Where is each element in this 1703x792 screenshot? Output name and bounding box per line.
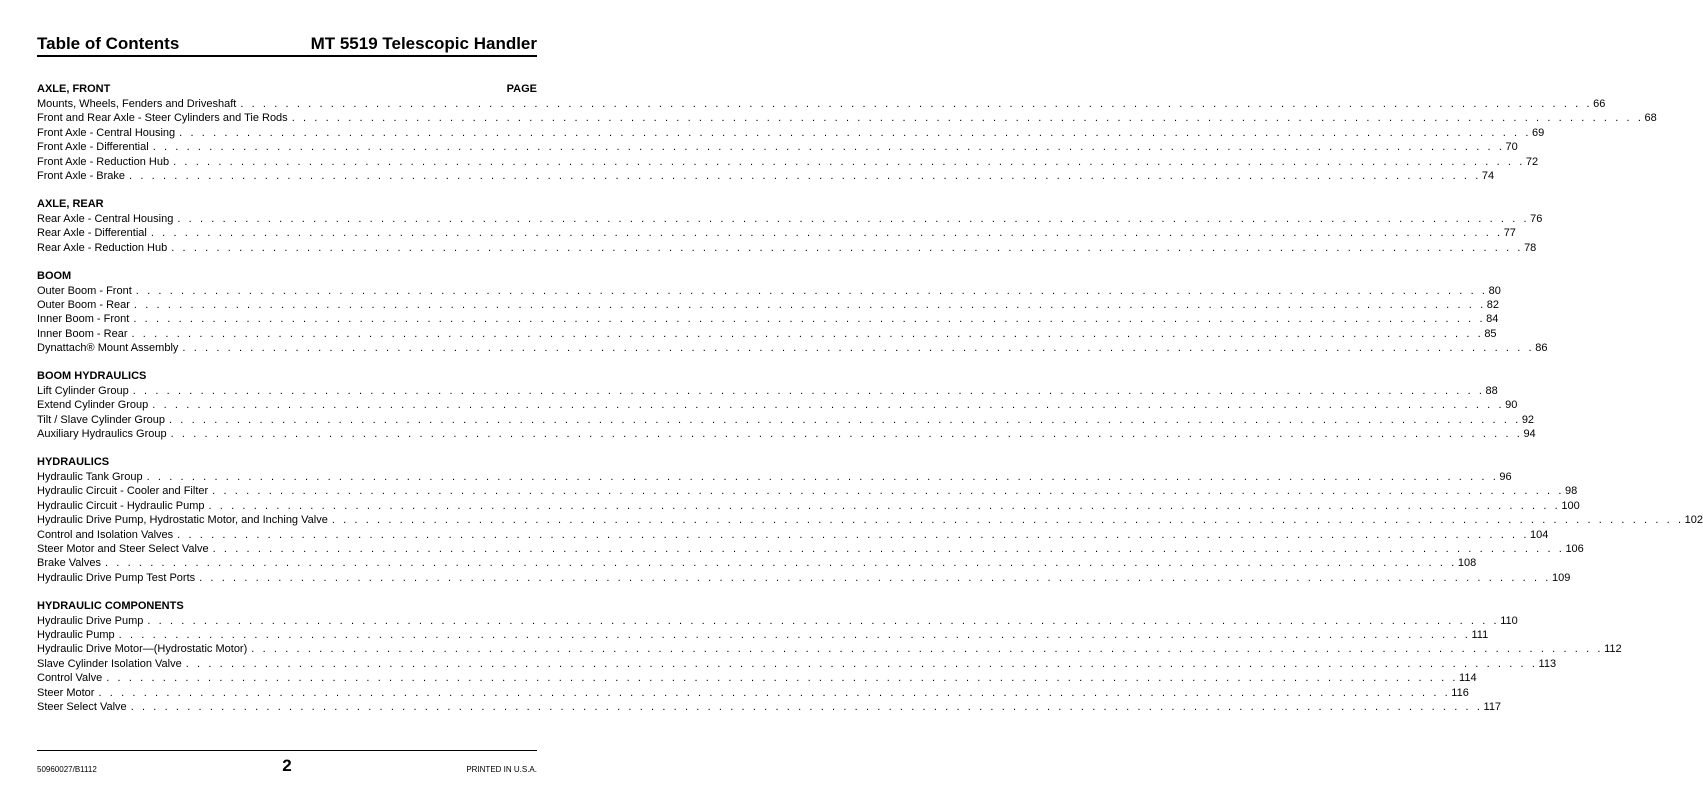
entry-page: 90 bbox=[1505, 399, 1518, 412]
entry-title: Slave Cylinder Isolation Valve bbox=[37, 657, 182, 670]
dot-leader: . . . . . . . . . . . . . . . . . . . . . . . . . . . . . . . . . . . . . . . . . . . . . . . . . . . . . . . . . . . . . . . . . . . . . . . . . . . . . . . . . . . . . . . . . . . . . . . . . . . . . . . . . . . . . . . . . . . . . . . . bbox=[331, 514, 1684, 527]
entry-page: 68 bbox=[1644, 112, 1657, 125]
toc-section bbox=[37, 455, 1703, 585]
section-title: AXLE, REAR bbox=[37, 197, 104, 210]
toc-entry[interactable] bbox=[37, 284, 1501, 298]
entry-page: 80 bbox=[1488, 284, 1501, 297]
entry-page: 113 bbox=[1538, 657, 1557, 670]
toc-entry[interactable] bbox=[37, 470, 1512, 484]
page-footer bbox=[37, 750, 537, 781]
entry-page: 70 bbox=[1505, 141, 1518, 154]
entry-page: 114 bbox=[1459, 672, 1477, 685]
toc-entry[interactable] bbox=[37, 169, 1495, 183]
dot-leader: . . . . . . . . . . . . . . . . . . . . . . . . . . . . . . . . . . . . . . . . . . . . . . . . . . . . . . . . . . . . . . . . . . . . . . . . . . . . . . . . . . . . . . . . . . . . . . . . . . . . . . . . . . . . . . . . . . . . . . . . bbox=[106, 672, 1459, 685]
entry-title: Outer Boom - Front bbox=[37, 284, 132, 297]
dot-leader: . . . . . . . . . . . . . . . . . . . . . . . . . . . . . . . . . . . . . . . . . . . . . . . . . . . . . . . . . . . . . . . . . . . . . . . . . . . . . . . . . . . . . . . . . . . . . . . . . . . . . . . . . . . . . . . . . . . . . . . . bbox=[130, 701, 1483, 713]
toc-entry[interactable] bbox=[37, 628, 1489, 642]
entry-title: Hydraulic Drive Motor—(Hydrostatic Motor) bbox=[37, 643, 248, 656]
toc-entry[interactable] bbox=[37, 111, 1657, 125]
section-title: HYDRAULIC COMPONENTS bbox=[37, 599, 184, 612]
entry-title: Rear Axle - Differential bbox=[37, 227, 147, 240]
entry-title: Control Valve bbox=[37, 672, 103, 685]
section-title: HYDRAULICS bbox=[37, 456, 110, 469]
toc-entry[interactable] bbox=[37, 212, 1543, 226]
entry-title: Front and Rear Axle - Steer Cylinders and Tie Rods bbox=[37, 112, 288, 125]
toc-entry[interactable] bbox=[37, 484, 1578, 498]
toc-entry[interactable] bbox=[37, 700, 1502, 714]
toc-entry[interactable] bbox=[37, 298, 1499, 312]
toc-entry[interactable] bbox=[37, 542, 1584, 556]
dot-leader: . . . . . . . . . . . . . . . . . . . . . . . . . . . . . . . . . . . . . . . . . . . . . . . . . . . . . . . . . . . . . . . . . . . . . . . . . . . . . . . . . . . . . . . . . . . . . . . . . . . . . . . . . . . . . . . . . . . . . . . . bbox=[179, 126, 1531, 139]
dot-leader: . . . . . . . . . . . . . . . . . . . . . . . . . . . . . . . . . . . . . . . . . . . . . . . . . . . . . . . . . . . . . . . . . . . . . . . . . . . . . . . . . . . . . . . . . . . . . . . . . . . . . . . . . . . . . . . . . . . . . . . . bbox=[133, 298, 1486, 311]
entry-title: Rear Axle - Reduction Hub bbox=[37, 241, 168, 254]
dot-leader: . . . . . . . . . . . . . . . . . . . . . . . . . . . . . . . . . . . . . . . . . . . . . . . . . . . . . . . . . . . . . . . . . . . . . . . . . . . . . . . . . . . . . . . . . . . . . . . . . . . . . . . . . . . . . . . . . . . . . . . . bbox=[240, 98, 1593, 110]
entry-page: 86 bbox=[1535, 342, 1548, 355]
dot-leader: . . . . . . . . . . . . . . . . . . . . . . . . . . . . . . . . . . . . . . . . . . . . . . . . . . . . . . . . . . . . . . . . . . . . . . . . . . . . . . . . . . . . . . . . . . . . . . . . . . . . . . . . . . . . . . . . . . . . . . . . bbox=[133, 313, 1486, 326]
section-heading bbox=[37, 369, 537, 384]
entry-title: Mounts, Wheels, Fenders and Driveshaft bbox=[37, 98, 237, 110]
toc-entry[interactable] bbox=[37, 327, 1497, 341]
dot-leader: . . . . . . . . . . . . . . . . . . . . . . . . . . . . . . . . . . . . . . . . . . . . . . . . . . . . . . . . . . . . . . . . . . . . . . . . . . . . . . . . . . . . . . . . . . . . . . . . . . . . . . . . . . . . . . . . . . . . . . . . bbox=[212, 485, 1564, 498]
dot-leader: . . . . . . . . . . . . . . . . . . . . . . . . . . . . . . . . . . . . . . . . . . . . . . . . . . . . . . . . . . . . . . . . . . . . . . . . . . . . . . . . . . . . . . . . . . . . . . . . . . . . . . . . . . . . . . . . . . . . . . . . bbox=[105, 557, 1457, 570]
section-heading bbox=[37, 269, 537, 284]
toc-section bbox=[37, 82, 1657, 183]
dot-leader: . . . . . . . . . . . . . . . . . . . . . . . . . . . . . . . . . . . . . . . . . . . . . . . . . . . . . . . . . . . . . . . . . . . . . . . . . . . . . . . . . . . . . . . . . . . . . . . . . . . . . . . . . . . . . . . . . . . . . . . . bbox=[291, 112, 1644, 125]
dot-leader: . . . . . . . . . . . . . . . . . . . . . . . . . . . . . . . . . . . . . . . . . . . . . . . . . . . . . . . . . . . . . . . . . . . . . . . . . . . . . . . . . . . . . . . . . . . . . . . . . . . . . . . . . . . . . . . . . . . . . . . . bbox=[168, 413, 1521, 426]
entry-page: 84 bbox=[1486, 313, 1499, 326]
entry-page: 88 bbox=[1485, 384, 1498, 397]
toc-entry[interactable] bbox=[37, 686, 1469, 700]
printed-label: PRINTED IN U.S.A. bbox=[466, 765, 537, 774]
toc-entry[interactable] bbox=[37, 155, 1539, 169]
toc-entry[interactable] bbox=[37, 241, 1537, 255]
toc-section bbox=[37, 197, 1543, 255]
entry-title: Outer Boom - Rear bbox=[37, 298, 130, 311]
entry-page: 82 bbox=[1486, 298, 1499, 311]
entry-page: 76 bbox=[1530, 212, 1543, 225]
toc-entry[interactable] bbox=[37, 226, 1516, 240]
dot-leader: . . . . . . . . . . . . . . . . . . . . . . . . . . . . . . . . . . . . . . . . . . . . . . . . . . . . . . . . . . . . . . . . . . . . . . . . . . . . . . . . . . . . . . . . . . . . . . . . . . . . . . . . . . . . . . . . . . . . . . . . bbox=[251, 643, 1604, 656]
dot-leader: . . . . . . . . . . . . . . . . . . . . . . . . . . . . . . . . . . . . . . . . . . . . . . . . . . . . . . . . . . . . . . . . . . . . . . . . . . . . . . . . . . . . . . . . . . . . . . . . . . . . . . . . . . . . . . . . . . . . . . . . bbox=[150, 227, 1503, 240]
entry-title: Inner Boom - Rear bbox=[37, 327, 128, 340]
entry-page: 112 bbox=[1604, 643, 1622, 656]
toc-entry[interactable] bbox=[37, 126, 1545, 140]
header-title: Table of Contents bbox=[37, 34, 180, 53]
page-number: 2 bbox=[282, 756, 292, 775]
entry-title: Hydraulic Drive Pump Test Ports bbox=[37, 571, 196, 584]
dot-leader: . . . . . . . . . . . . . . . . . . . . . . . . . . . . . . . . . . . . . . . . . . . . . . . . . . . . . . . . . . . . . . . . . . . . . . . . . . . . . . . . . . . . . . . . . . . . . . . . . . . . . . . . . . . . . . . . . . . . . . . . bbox=[129, 169, 1481, 182]
entry-page: 69 bbox=[1532, 126, 1545, 139]
entry-page: 106 bbox=[1565, 542, 1584, 555]
entry-title: Front Axle - Differential bbox=[37, 141, 149, 154]
entry-page: 108 bbox=[1457, 557, 1477, 570]
toc-entry[interactable] bbox=[37, 556, 1477, 570]
entry-title: Front Axle - Central Housing bbox=[37, 126, 176, 139]
dot-leader: . . . . . . . . . . . . . . . . . . . . . . . . . . . . . . . . . . . . . . . . . . . . . . . . . . . . . . . . . . . . . . . . . . . . . . . . . . . . . . . . . . . . . . . . . . . . . . . . . . . . . . . . . . . . . . . . . . . . . . . . bbox=[182, 342, 1535, 355]
toc-entry[interactable] bbox=[37, 312, 1499, 326]
dot-leader: . . . . . . . . . . . . . . . . . . . . . . . . . . . . . . . . . . . . . . . . . . . . . . . . . . . . . . . . . . . . . . . . . . . . . . . . . . . . . . . . . . . . . . . . . . . . . . . . . . . . . . . . . . . . . . . . . . . . . . . . bbox=[147, 614, 1500, 627]
dot-leader: . . . . . . . . . . . . . . . . . . . . . . . . . . . . . . . . . . . . . . . . . . . . . . . . . . . . . . . . . . . . . . . . . . . . . . . . . . . . . . . . . . . . . . . . . . . . . . . . . . . . . . . . . . . . . . . . . . . . . . . . bbox=[118, 629, 1471, 642]
entry-title: Auxiliary Hydraulics Group bbox=[37, 428, 167, 441]
entry-page: 117 bbox=[1483, 701, 1502, 713]
dot-leader: . . . . . . . . . . . . . . . . . . . . . . . . . . . . . . . . . . . . . . . . . . . . . . . . . . . . . . . . . . . . . . . . . . . . . . . . . . . . . . . . . . . . . . . . . . . . . . . . . . . . . . . . . . . . . . . . . . . . . . . . bbox=[177, 528, 1529, 541]
section-title: BOOM bbox=[37, 269, 72, 282]
entry-page: 66 bbox=[1593, 98, 1606, 110]
entry-title: Hydraulic Drive Pump, Hydrostatic Motor, and Inching Valve bbox=[37, 514, 328, 527]
dot-leader: . . . . . . . . . . . . . . . . . . . . . . . . . . . . . . . . . . . . . . . . . . . . . . . . . . . . . . . . . . . . . . . . . . . . . . . . . . . . . . . . . . . . . . . . . . . . . . . . . . . . . . . . . . . . . . . . . . . . . . . . bbox=[152, 399, 1505, 412]
entry-page: 92 bbox=[1521, 413, 1535, 426]
toc-entry[interactable] bbox=[37, 384, 1498, 398]
entry-title: Hydraulic Drive Pump bbox=[37, 614, 144, 627]
toc-entry[interactable] bbox=[37, 642, 1622, 656]
toc-entry[interactable] bbox=[37, 614, 1518, 628]
dot-leader: . . . . . . . . . . . . . . . . . . . . . . . . . . . . . . . . . . . . . . . . . . . . . . . . . . . . . . . . . . . . . . . . . . . . . . . . . . . . . . . . . . . . . . . . . . . . . . . . . . . . . . . . . . . . . . . . . . . . . . . . bbox=[185, 657, 1538, 670]
entry-title: Inner Boom - Front bbox=[37, 313, 130, 326]
dot-leader: . . . . . . . . . . . . . . . . . . . . . . . . . . . . . . . . . . . . . . . . . . . . . . . . . . . . . . . . . . . . . . . . . . . . . . . . . . . . . . . . . . . . . . . . . . . . . . . . . . . . . . . . . . . . . . . . . . . . . . . . bbox=[152, 141, 1505, 154]
entry-title: Front Axle - Brake bbox=[37, 169, 126, 182]
entry-title: Lift Cylinder Group bbox=[37, 384, 129, 397]
page-column-label: PAGE bbox=[506, 83, 537, 95]
toc-entry[interactable] bbox=[37, 513, 1703, 527]
entry-title: Dynattach® Mount Assembly bbox=[37, 342, 179, 355]
dot-leader: . . . . . . . . . . . . . . . . . . . . . . . . . . . . . . . . . . . . . . . . . . . . . . . . . . . . . . . . . . . . . . . . . . . . . . . . . . . . . . . . . . . . . . . . . . . . . . . . . . . . . . . . . . . . . . . . . . . . . . . . bbox=[177, 212, 1530, 225]
entry-title: Hydraulic Circuit - Cooler and Filter bbox=[37, 485, 209, 498]
entry-page: 72 bbox=[1525, 155, 1539, 168]
dot-leader: . . . . . . . . . . . . . . . . . . . . . . . . . . . . . . . . . . . . . . . . . . . . . . . . . . . . . . . . . . . . . . . . . . . . . . . . . . . . . . . . . . . . . . . . . . . . . . . . . . . . . . . . . . . . . . . . . . . . . . . . bbox=[98, 686, 1451, 699]
header-product: MT 5519 Telescopic Handler bbox=[310, 34, 537, 53]
dot-leader: . . . . . . . . . . . . . . . . . . . . . . . . . . . . . . . . . . . . . . . . . . . . . . . . . . . . . . . . . . . . . . . . . . . . . . . . . . . . . . . . . . . . . . . . . . . . . . . . . . . . . . . . . . . . . . . . . . . . . . . . bbox=[132, 384, 1485, 397]
doc-number: 50960027/B1112 bbox=[37, 765, 97, 774]
toc-entry[interactable] bbox=[37, 657, 1557, 671]
dot-leader: . . . . . . . . . . . . . . . . . . . . . . . . . . . . . . . . . . . . . . . . . . . . . . . . . . . . . . . . . . . . . . . . . . . . . . . . . . . . . . . . . . . . . . . . . . . . . . . . . . . . . . . . . . . . . . . . . . . . . . . . bbox=[171, 241, 1524, 254]
dot-leader: . . . . . . . . . . . . . . . . . . . . . . . . . . . . . . . . . . . . . . . . . . . . . . . . . . . . . . . . . . . . . . . . . . . . . . . . . . . . . . . . . . . . . . . . . . . . . . . . . . . . . . . . . . . . . . . . . . . . . . . . bbox=[212, 542, 1565, 555]
toc-section bbox=[37, 269, 1548, 356]
entry-title: Extend Cylinder Group bbox=[37, 399, 149, 412]
entry-page: 96 bbox=[1499, 471, 1512, 484]
entry-page: 102 bbox=[1684, 514, 1703, 527]
entry-title: Rear Axle - Central Housing bbox=[37, 212, 174, 225]
dot-leader: . . . . . . . . . . . . . . . . . . . . . . . . . . . . . . . . . . . . . . . . . . . . . . . . . . . . . . . . . . . . . . . . . . . . . . . . . . . . . . . . . . . . . . . . . . . . . . . . . . . . . . . . . . . . . . . . . . . . . . . . bbox=[170, 428, 1523, 441]
dot-leader: . . . . . . . . . . . . . . . . . . . . . . . . . . . . . . . . . . . . . . . . . . . . . . . . . . . . . . . . . . . . . . . . . . . . . . . . . . . . . . . . . . . . . . . . . . . . . . . . . . . . . . . . . . . . . . . . . . . . . . . . bbox=[173, 155, 1525, 168]
entry-title: Hydraulic Tank Group bbox=[37, 471, 143, 484]
toc-entry[interactable] bbox=[37, 499, 1580, 513]
toc-entry[interactable] bbox=[37, 671, 1477, 685]
dot-leader: . . . . . . . . . . . . . . . . . . . . . . . . . . . . . . . . . . . . . . . . . . . . . . . . . . . . . . . . . . . . . . . . . . . . . . . . . . . . . . . . . . . . . . . . . . . . . . . . . . . . . . . . . . . . . . . . . . . . . . . . bbox=[199, 571, 1551, 584]
entry-title: Steer Motor bbox=[37, 686, 95, 699]
section-heading bbox=[37, 82, 537, 97]
toc-entry[interactable] bbox=[37, 140, 1518, 154]
toc-section bbox=[37, 369, 1536, 442]
entry-page: 110 bbox=[1500, 614, 1518, 627]
toc-section bbox=[37, 599, 1622, 715]
entry-page: 74 bbox=[1481, 169, 1495, 182]
entry-page: 111 bbox=[1471, 629, 1489, 642]
toc-entry[interactable] bbox=[37, 427, 1536, 441]
entry-page: 100 bbox=[1561, 499, 1580, 512]
entry-page: 78 bbox=[1524, 241, 1537, 254]
entry-page: 77 bbox=[1503, 227, 1516, 240]
section-title: BOOM HYDRAULICS bbox=[37, 369, 147, 382]
entry-title: Steer Motor and Steer Select Valve bbox=[37, 542, 209, 555]
dot-leader: . . . . . . . . . . . . . . . . . . . . . . . . . . . . . . . . . . . . . . . . . . . . . . . . . . . . . . . . . . . . . . . . . . . . . . . . . . . . . . . . . . . . . . . . . . . . . . . . . . . . . . . . . . . . . . . . . . . . . . . . bbox=[146, 471, 1499, 484]
toc-entry[interactable] bbox=[37, 571, 1571, 585]
section-title: AXLE, FRONT bbox=[37, 83, 111, 95]
entry-page: 85 bbox=[1484, 327, 1497, 340]
toc-entry[interactable] bbox=[37, 398, 1518, 412]
toc-entry[interactable] bbox=[37, 413, 1535, 427]
entry-page: 98 bbox=[1565, 485, 1578, 498]
dot-leader: . . . . . . . . . . . . . . . . . . . . . . . . . . . . . . . . . . . . . . . . . . . . . . . . . . . . . . . . . . . . . . . . . . . . . . . . . . . . . . . . . . . . . . . . . . . . . . . . . . . . . . . . . . . . . . . . . . . . . . . . bbox=[131, 327, 1484, 340]
table-of-contents bbox=[37, 82, 1703, 728]
entry-page: 116 bbox=[1451, 686, 1469, 699]
entry-title: Hydraulic Circuit - Hydraulic Pump bbox=[37, 499, 205, 512]
toc-entry[interactable] bbox=[37, 97, 1606, 111]
section-heading bbox=[37, 599, 537, 614]
entry-title: Hydraulic Pump bbox=[37, 629, 115, 642]
entry-title: Tilt / Slave Cylinder Group bbox=[37, 413, 165, 426]
entry-page: 109 bbox=[1551, 571, 1571, 584]
toc-entry[interactable] bbox=[37, 341, 1548, 355]
entry-page: 104 bbox=[1529, 528, 1549, 541]
section-heading bbox=[37, 455, 537, 470]
entry-title: Front Axle - Reduction Hub bbox=[37, 155, 170, 168]
entry-title: Brake Valves bbox=[37, 557, 101, 570]
toc-entry[interactable] bbox=[37, 528, 1549, 542]
entry-title: Steer Select Valve bbox=[37, 701, 127, 713]
dot-leader: . . . . . . . . . . . . . . . . . . . . . . . . . . . . . . . . . . . . . . . . . . . . . . . . . . . . . . . . . . . . . . . . . . . . . . . . . . . . . . . . . . . . . . . . . . . . . . . . . . . . . . . . . . . . . . . . . . . . . . . . bbox=[208, 499, 1561, 512]
dot-leader: . . . . . . . . . . . . . . . . . . . . . . . . . . . . . . . . . . . . . . . . . . . . . . . . . . . . . . . . . . . . . . . . . . . . . . . . . . . . . . . . . . . . . . . . . . . . . . . . . . . . . . . . . . . . . . . . . . . . . . . . bbox=[135, 284, 1488, 297]
page-header bbox=[37, 32, 537, 57]
entry-title: Control and Isolation Valves bbox=[37, 528, 174, 541]
entry-page: 94 bbox=[1523, 428, 1536, 441]
section-heading bbox=[37, 197, 537, 212]
